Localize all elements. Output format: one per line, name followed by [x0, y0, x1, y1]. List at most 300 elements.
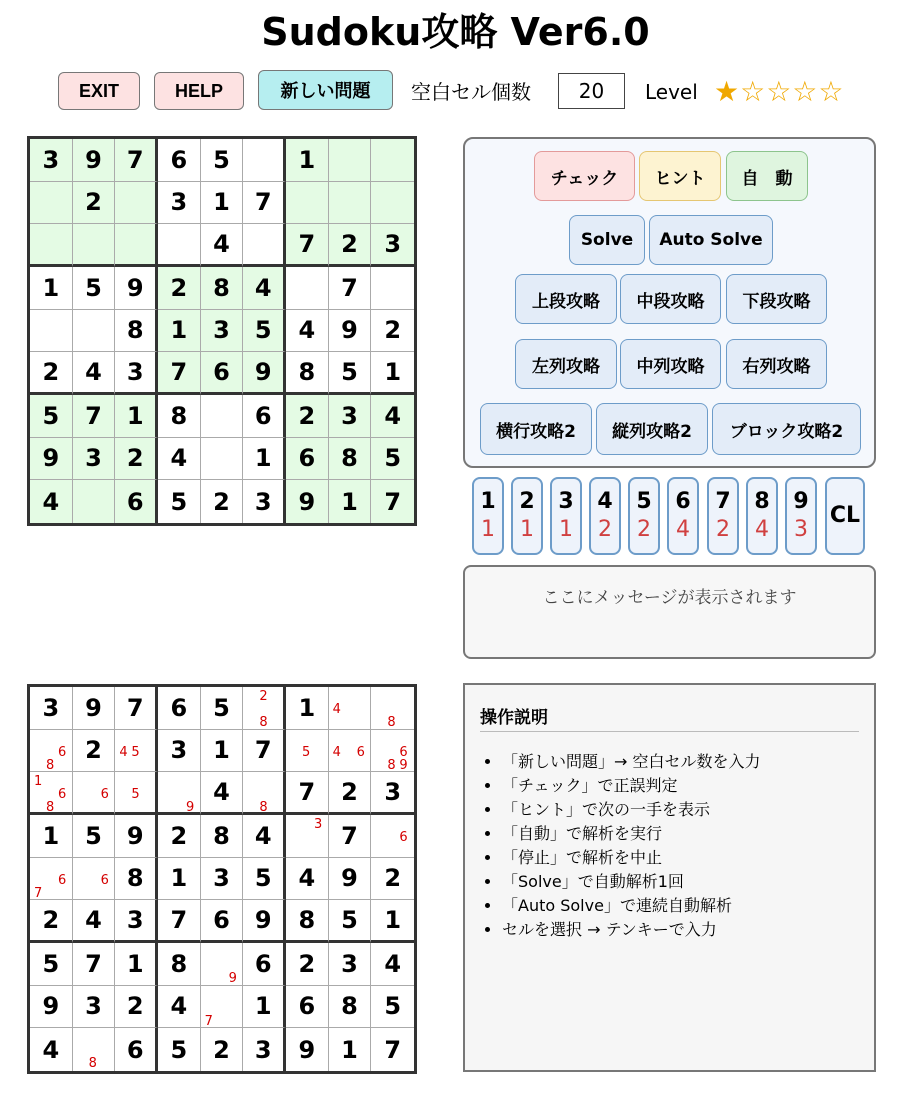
sudoku-cell[interactable]	[329, 267, 372, 310]
cell-value: 6	[213, 358, 230, 387]
cell-value: 9	[298, 487, 316, 516]
cell-value: 1	[170, 864, 188, 893]
number-key-1[interactable]	[472, 477, 504, 555]
sudoku-cell[interactable]	[371, 1028, 414, 1071]
cell-value: 1	[341, 1035, 358, 1064]
sudoku-cell[interactable]	[30, 267, 73, 310]
sudoku-cell[interactable]	[371, 943, 414, 986]
cell-value: 1	[42, 273, 60, 302]
instruction-item: • 「停止」で解析を中止	[502, 846, 859, 870]
sudoku-cell-empty[interactable]	[30, 310, 73, 353]
key-digit: 8	[754, 489, 770, 514]
cell-value: 5	[341, 358, 358, 387]
sudoku-cell-empty[interactable]	[243, 224, 286, 267]
sudoku-cell[interactable]	[329, 224, 372, 267]
sudoku-cell[interactable]	[243, 986, 286, 1029]
cell-value: 6	[170, 693, 188, 722]
cell-value: 3	[213, 864, 230, 893]
sudoku-cell-empty[interactable]	[201, 943, 244, 986]
cell-value: 3	[170, 736, 188, 765]
sudoku-cell[interactable]	[329, 1028, 372, 1071]
sudoku-cell[interactable]	[201, 858, 244, 901]
cell-value: 4	[298, 864, 316, 893]
candidate-digit: 7	[204, 1013, 213, 1029]
sudoku-cell[interactable]	[158, 438, 201, 481]
sudoku-cell[interactable]	[243, 182, 286, 225]
candidate-digit: 9	[228, 971, 237, 986]
cell-value: 8	[213, 821, 230, 850]
sudoku-cell-empty[interactable]	[30, 182, 73, 225]
sudoku-cell[interactable]	[30, 438, 73, 481]
candidate-digit: 4	[119, 744, 128, 760]
candidate-digit: 6	[58, 872, 67, 888]
sudoku-cell[interactable]	[115, 900, 158, 943]
sudoku-cell[interactable]	[243, 943, 286, 986]
left-column-button[interactable]: 左列攻略	[515, 339, 617, 389]
sudoku-cell[interactable]	[73, 395, 116, 438]
cell-value: 7	[170, 358, 188, 387]
sudoku-cell[interactable]	[158, 1028, 201, 1071]
sudoku-cell[interactable]	[158, 267, 201, 310]
sudoku-cell[interactable]	[286, 772, 329, 815]
cell-value: 1	[213, 736, 230, 765]
sudoku-cell-empty[interactable]	[30, 224, 73, 267]
sudoku-cell-empty[interactable]	[115, 772, 158, 815]
candidate-digit: 9	[186, 800, 195, 815]
cell-value: 4	[213, 230, 230, 259]
cell-value: 3	[254, 1035, 272, 1064]
cell-value: 6	[213, 906, 230, 935]
middle-column-button[interactable]: 中列攻略	[620, 339, 721, 389]
sudoku-cell[interactable]	[329, 900, 372, 943]
cell-value: 2	[170, 821, 188, 850]
sudoku-cell[interactable]	[30, 687, 73, 730]
cell-value: 2	[126, 992, 144, 1021]
sudoku-cell-empty[interactable]	[329, 730, 372, 773]
sudoku-cell[interactable]	[30, 900, 73, 943]
cell-value: 4	[85, 906, 102, 935]
cell-value: 8	[341, 992, 358, 1021]
sudoku-cell[interactable]	[329, 310, 372, 353]
cell-value: 2	[126, 444, 144, 473]
sudoku-cell[interactable]	[201, 182, 244, 225]
sudoku-cell[interactable]	[286, 858, 329, 901]
lower-band-button[interactable]: 下段攻略	[726, 274, 827, 324]
sudoku-cell[interactable]	[371, 438, 414, 481]
instruction-item: • 「自動」で解析を実行	[502, 822, 859, 846]
sudoku-cell[interactable]	[73, 986, 116, 1029]
sudoku-cell[interactable]	[30, 395, 73, 438]
sudoku-cell[interactable]	[73, 900, 116, 943]
key-digit: 4	[597, 489, 613, 514]
cell-value: 3	[213, 316, 230, 345]
sudoku-cell[interactable]	[243, 352, 286, 395]
sudoku-cell[interactable]	[243, 395, 286, 438]
key-remaining-count: 1	[520, 517, 534, 542]
cell-value: 8	[298, 358, 316, 387]
auto-button[interactable]: 自 動	[726, 151, 808, 201]
app-title: Sudoku攻略 Ver6.0	[261, 10, 650, 54]
check-button[interactable]: チェック	[534, 151, 635, 201]
cell-value: 4	[384, 949, 402, 978]
candidate-digit: 4	[332, 744, 341, 760]
cell-value: 4	[254, 273, 272, 302]
level-stars-icon: ★☆☆☆☆	[714, 75, 845, 108]
sudoku-cell-empty[interactable]	[73, 858, 116, 901]
candidate-digit: 5	[131, 787, 140, 803]
candidate-digit: 1	[34, 774, 43, 790]
cell-value: 3	[341, 949, 358, 978]
sudoku-cell-empty[interactable]	[286, 267, 329, 310]
sudoku-cell[interactable]	[286, 310, 329, 353]
sudoku-cell[interactable]	[371, 986, 414, 1029]
sudoku-cell[interactable]	[286, 943, 329, 986]
cell-value: 9	[42, 992, 60, 1021]
cell-value: 7	[298, 230, 316, 259]
sudoku-cell[interactable]	[30, 943, 73, 986]
cell-value: 1	[384, 358, 402, 387]
sudoku-cell[interactable]	[73, 943, 116, 986]
cell-value: 9	[126, 273, 144, 302]
instruction-item: • 「ヒント」で次の一手を表示	[502, 798, 859, 822]
key-digit: 7	[715, 489, 731, 514]
block-strategy2-button[interactable]: ブロック攻略2	[712, 403, 861, 455]
cell-value: 1	[254, 444, 272, 473]
instruction-item: • 「チェック」で正誤判定	[502, 774, 859, 798]
sudoku-cell-empty[interactable]	[115, 224, 158, 267]
sudoku-cell[interactable]	[286, 480, 329, 523]
sudoku-cell-empty[interactable]	[115, 730, 158, 773]
sudoku-cell-empty[interactable]	[30, 730, 73, 773]
candidate-digit: 3	[314, 817, 323, 832]
sudoku-cell[interactable]	[158, 480, 201, 523]
sudoku-cell[interactable]	[371, 395, 414, 438]
cell-value: 2	[85, 188, 102, 217]
sudoku-cell[interactable]	[329, 352, 372, 395]
sudoku-cell[interactable]	[73, 815, 116, 858]
sudoku-cell-empty[interactable]	[371, 139, 414, 182]
candidate-digit: 2	[259, 689, 268, 704]
sudoku-cell[interactable]	[329, 986, 372, 1029]
sudoku-cell-empty[interactable]	[73, 480, 116, 523]
cell-value: 5	[170, 1035, 188, 1064]
sudoku-cell-empty[interactable]	[371, 815, 414, 858]
candidate-digit: 6	[100, 872, 109, 888]
sudoku-cell[interactable]	[286, 395, 329, 438]
sudoku-cell[interactable]	[158, 858, 201, 901]
sudoku-cell[interactable]	[115, 815, 158, 858]
clear-key[interactable]	[825, 477, 865, 555]
sudoku-cell[interactable]	[115, 395, 158, 438]
sudoku-cell[interactable]	[201, 310, 244, 353]
sudoku-cell[interactable]	[201, 480, 244, 523]
sudoku-cell[interactable]	[329, 438, 372, 481]
sudoku-cell-empty[interactable]	[158, 224, 201, 267]
sudoku-cell[interactable]	[243, 730, 286, 773]
sudoku-cell[interactable]	[115, 267, 158, 310]
sudoku-cell[interactable]	[371, 480, 414, 523]
sudoku-cell[interactable]	[286, 986, 329, 1029]
sudoku-cell[interactable]	[115, 139, 158, 182]
cell-value: 4	[213, 778, 230, 807]
auto-solve-button[interactable]: Auto Solve	[649, 215, 773, 265]
number-key-8[interactable]	[746, 477, 778, 555]
sudoku-cell-empty[interactable]	[201, 438, 244, 481]
number-key-2[interactable]	[511, 477, 543, 555]
sudoku-cell[interactable]	[371, 224, 414, 267]
cell-value: 9	[85, 693, 102, 722]
candidate-digit: 7	[34, 885, 43, 901]
sudoku-cell[interactable]	[115, 687, 158, 730]
number-key-4[interactable]	[589, 477, 621, 555]
cell-value: 9	[42, 444, 60, 473]
sudoku-cell[interactable]	[158, 900, 201, 943]
sudoku-cell[interactable]	[30, 352, 73, 395]
cell-value: 5	[384, 444, 402, 473]
cell-value: 8	[298, 906, 316, 935]
sudoku-cell[interactable]	[158, 139, 201, 182]
sudoku-cell-empty[interactable]	[371, 730, 414, 773]
sudoku-cell-empty[interactable]	[73, 772, 116, 815]
hint-button[interactable]: ヒント	[639, 151, 721, 201]
sudoku-cell-empty[interactable]	[73, 1028, 116, 1071]
cell-value: 8	[126, 316, 144, 345]
cell-value: 8	[170, 401, 188, 430]
cell-value: 4	[170, 992, 188, 1021]
sudoku-cell[interactable]	[286, 1028, 329, 1071]
cell-value: 2	[170, 273, 188, 302]
blank-count-input[interactable]	[558, 73, 625, 109]
sudoku-cell[interactable]	[243, 1028, 286, 1071]
sudoku-cell[interactable]	[243, 267, 286, 310]
cell-value: 6	[298, 444, 316, 473]
sudoku-cell[interactable]	[30, 480, 73, 523]
sudoku-cell-empty[interactable]	[30, 858, 73, 901]
sudoku-cell[interactable]	[201, 730, 244, 773]
sudoku-cell[interactable]	[243, 310, 286, 353]
sudoku-cell[interactable]	[329, 480, 372, 523]
middle-band-button[interactable]: 中段攻略	[620, 274, 721, 324]
level-label: Level	[645, 80, 698, 104]
cell-value: 3	[42, 693, 60, 722]
cell-value: 9	[126, 821, 144, 850]
cell-value: 5	[213, 693, 230, 722]
sudoku-cell[interactable]	[329, 943, 372, 986]
sudoku-cell-empty[interactable]	[201, 395, 244, 438]
help-button[interactable]: HELP	[154, 72, 244, 110]
cell-value: 4	[42, 487, 60, 516]
sudoku-cell[interactable]	[158, 352, 201, 395]
sudoku-cell-empty[interactable]	[115, 182, 158, 225]
sudoku-cell-empty[interactable]	[329, 182, 372, 225]
right-column-button[interactable]: 右列攻略	[726, 339, 827, 389]
key-remaining-count: 3	[794, 517, 808, 542]
sudoku-cell-empty[interactable]	[243, 687, 286, 730]
key-digit: 6	[675, 489, 691, 514]
row-strategy2-button[interactable]: 横行攻略2	[480, 403, 592, 455]
sudoku-cell[interactable]	[73, 182, 116, 225]
sudoku-cell[interactable]	[158, 730, 201, 773]
sudoku-cell[interactable]	[329, 858, 372, 901]
cell-value: 6	[170, 145, 188, 174]
sudoku-cell[interactable]	[371, 352, 414, 395]
sudoku-cell[interactable]	[158, 395, 201, 438]
sudoku-cell[interactable]	[115, 310, 158, 353]
column-strategy2-button[interactable]: 縦列攻略2	[596, 403, 708, 455]
sudoku-cell-empty[interactable]	[73, 224, 116, 267]
key-remaining-count: 1	[559, 517, 573, 542]
sudoku-cell[interactable]	[243, 438, 286, 481]
sudoku-cell-empty[interactable]	[73, 310, 116, 353]
sudoku-cell[interactable]	[73, 687, 116, 730]
sudoku-cell-empty[interactable]	[286, 730, 329, 773]
upper-band-button[interactable]: 上段攻略	[515, 274, 617, 324]
cell-value: 9	[341, 316, 358, 345]
sudoku-cell[interactable]	[201, 772, 244, 815]
sudoku-cell[interactable]	[286, 139, 329, 182]
key-digit: 1	[480, 489, 496, 514]
sudoku-cell-empty[interactable]	[371, 267, 414, 310]
solve-button[interactable]: Solve	[569, 215, 645, 265]
candidate-digit: 6	[399, 744, 408, 760]
sudoku-cell-empty[interactable]	[30, 772, 73, 815]
sudoku-cell[interactable]	[329, 772, 372, 815]
sudoku-cell[interactable]	[73, 438, 116, 481]
cell-value: 4	[42, 1035, 60, 1064]
cell-value: 5	[170, 487, 188, 516]
sudoku-cell[interactable]	[201, 900, 244, 943]
sudoku-cell-empty[interactable]	[286, 815, 329, 858]
sudoku-cell[interactable]	[73, 730, 116, 773]
sudoku-cell[interactable]	[158, 310, 201, 353]
cell-value: 4	[384, 401, 402, 430]
new-puzzle-button[interactable]: 新しい問題	[258, 70, 393, 110]
sudoku-cell-empty[interactable]	[371, 182, 414, 225]
candidate-digit: 6	[100, 787, 109, 803]
sudoku-cell[interactable]	[371, 858, 414, 901]
sudoku-cell[interactable]	[30, 1028, 73, 1071]
sudoku-cell[interactable]	[73, 352, 116, 395]
exit-button[interactable]: EXIT	[58, 72, 140, 110]
sudoku-cell[interactable]	[30, 986, 73, 1029]
sudoku-cell[interactable]	[243, 815, 286, 858]
sudoku-cell[interactable]	[286, 900, 329, 943]
instructions-title: 操作説明	[480, 703, 859, 732]
sudoku-cell[interactable]	[201, 1028, 244, 1071]
sudoku-cell[interactable]	[286, 687, 329, 730]
sudoku-cell-empty[interactable]	[201, 986, 244, 1029]
sudoku-cell[interactable]	[30, 815, 73, 858]
candidate-digit: 6	[58, 744, 67, 760]
cell-value: 5	[42, 401, 60, 430]
cell-value: 1	[384, 906, 402, 935]
sudoku-cell[interactable]	[243, 900, 286, 943]
cell-value: 5	[254, 864, 272, 893]
sudoku-cell[interactable]	[201, 139, 244, 182]
sudoku-cell-empty[interactable]	[243, 139, 286, 182]
sudoku-cell-empty[interactable]	[243, 772, 286, 815]
cell-value: 5	[254, 316, 272, 345]
key-remaining-count: 4	[676, 517, 690, 542]
candidate-digit: 6	[58, 787, 67, 803]
message-area: ここにメッセージが表示されます	[463, 565, 876, 659]
sudoku-cell[interactable]	[115, 480, 158, 523]
instruction-item: • 「Auto Solve」で連続自動解析	[502, 894, 859, 918]
cell-value: 5	[384, 992, 402, 1021]
sudoku-cell[interactable]	[201, 267, 244, 310]
sudoku-cell[interactable]	[243, 858, 286, 901]
sudoku-cell-empty[interactable]	[329, 139, 372, 182]
sudoku-cell[interactable]	[371, 900, 414, 943]
sudoku-cell[interactable]	[286, 224, 329, 267]
key-remaining-count: 2	[637, 517, 651, 542]
sudoku-cell[interactable]	[158, 815, 201, 858]
cell-value: 3	[254, 487, 272, 516]
sudoku-cell-empty[interactable]	[286, 182, 329, 225]
candidate-digit: 8	[259, 715, 268, 730]
sudoku-cell[interactable]	[115, 986, 158, 1029]
number-key-6[interactable]	[667, 477, 699, 555]
sudoku-cell[interactable]	[201, 815, 244, 858]
cell-value: 1	[126, 949, 144, 978]
cell-value: 7	[85, 949, 102, 978]
cell-value: 6	[254, 949, 272, 978]
number-key-5[interactable]	[628, 477, 660, 555]
sudoku-cell[interactable]	[243, 480, 286, 523]
number-keypad	[472, 477, 872, 555]
number-key-3[interactable]	[550, 477, 582, 555]
sudoku-cell[interactable]	[115, 858, 158, 901]
sudoku-cell[interactable]	[115, 352, 158, 395]
sudoku-cell[interactable]	[115, 943, 158, 986]
cell-value: 9	[254, 906, 272, 935]
sudoku-cell[interactable]	[158, 943, 201, 986]
sudoku-cell[interactable]	[371, 310, 414, 353]
candidate-digit: 8	[387, 715, 396, 730]
sudoku-cell-empty[interactable]	[158, 772, 201, 815]
cell-value: 7	[341, 273, 358, 302]
clear-key-label: CL	[829, 503, 861, 528]
sudoku-cell[interactable]	[371, 772, 414, 815]
sudoku-cell[interactable]	[329, 815, 372, 858]
sudoku-cell[interactable]	[115, 1028, 158, 1071]
key-digit: 5	[636, 489, 652, 514]
sudoku-cell-empty[interactable]	[371, 687, 414, 730]
sudoku-cell[interactable]	[201, 352, 244, 395]
sudoku-cell[interactable]	[201, 687, 244, 730]
number-key-9[interactable]	[785, 477, 817, 555]
sudoku-cell[interactable]	[73, 267, 116, 310]
sudoku-cell[interactable]	[329, 395, 372, 438]
sudoku-cell[interactable]	[115, 438, 158, 481]
instruction-item: • セルを選択 → テンキーで入力	[502, 918, 859, 942]
sudoku-cell[interactable]	[158, 986, 201, 1029]
sudoku-cell[interactable]	[158, 182, 201, 225]
sudoku-board	[27, 136, 417, 526]
cell-value: 7	[126, 145, 144, 174]
cell-value: 6	[126, 1035, 144, 1064]
sudoku-cell[interactable]	[158, 687, 201, 730]
cell-value: 5	[341, 906, 358, 935]
sudoku-cell[interactable]	[30, 139, 73, 182]
cell-value: 2	[213, 487, 230, 516]
sudoku-cell-empty[interactable]	[329, 687, 372, 730]
sudoku-cell[interactable]	[286, 438, 329, 481]
sudoku-cell[interactable]	[73, 139, 116, 182]
number-key-7[interactable]	[707, 477, 739, 555]
sudoku-cell[interactable]	[286, 352, 329, 395]
sudoku-cell[interactable]	[201, 224, 244, 267]
